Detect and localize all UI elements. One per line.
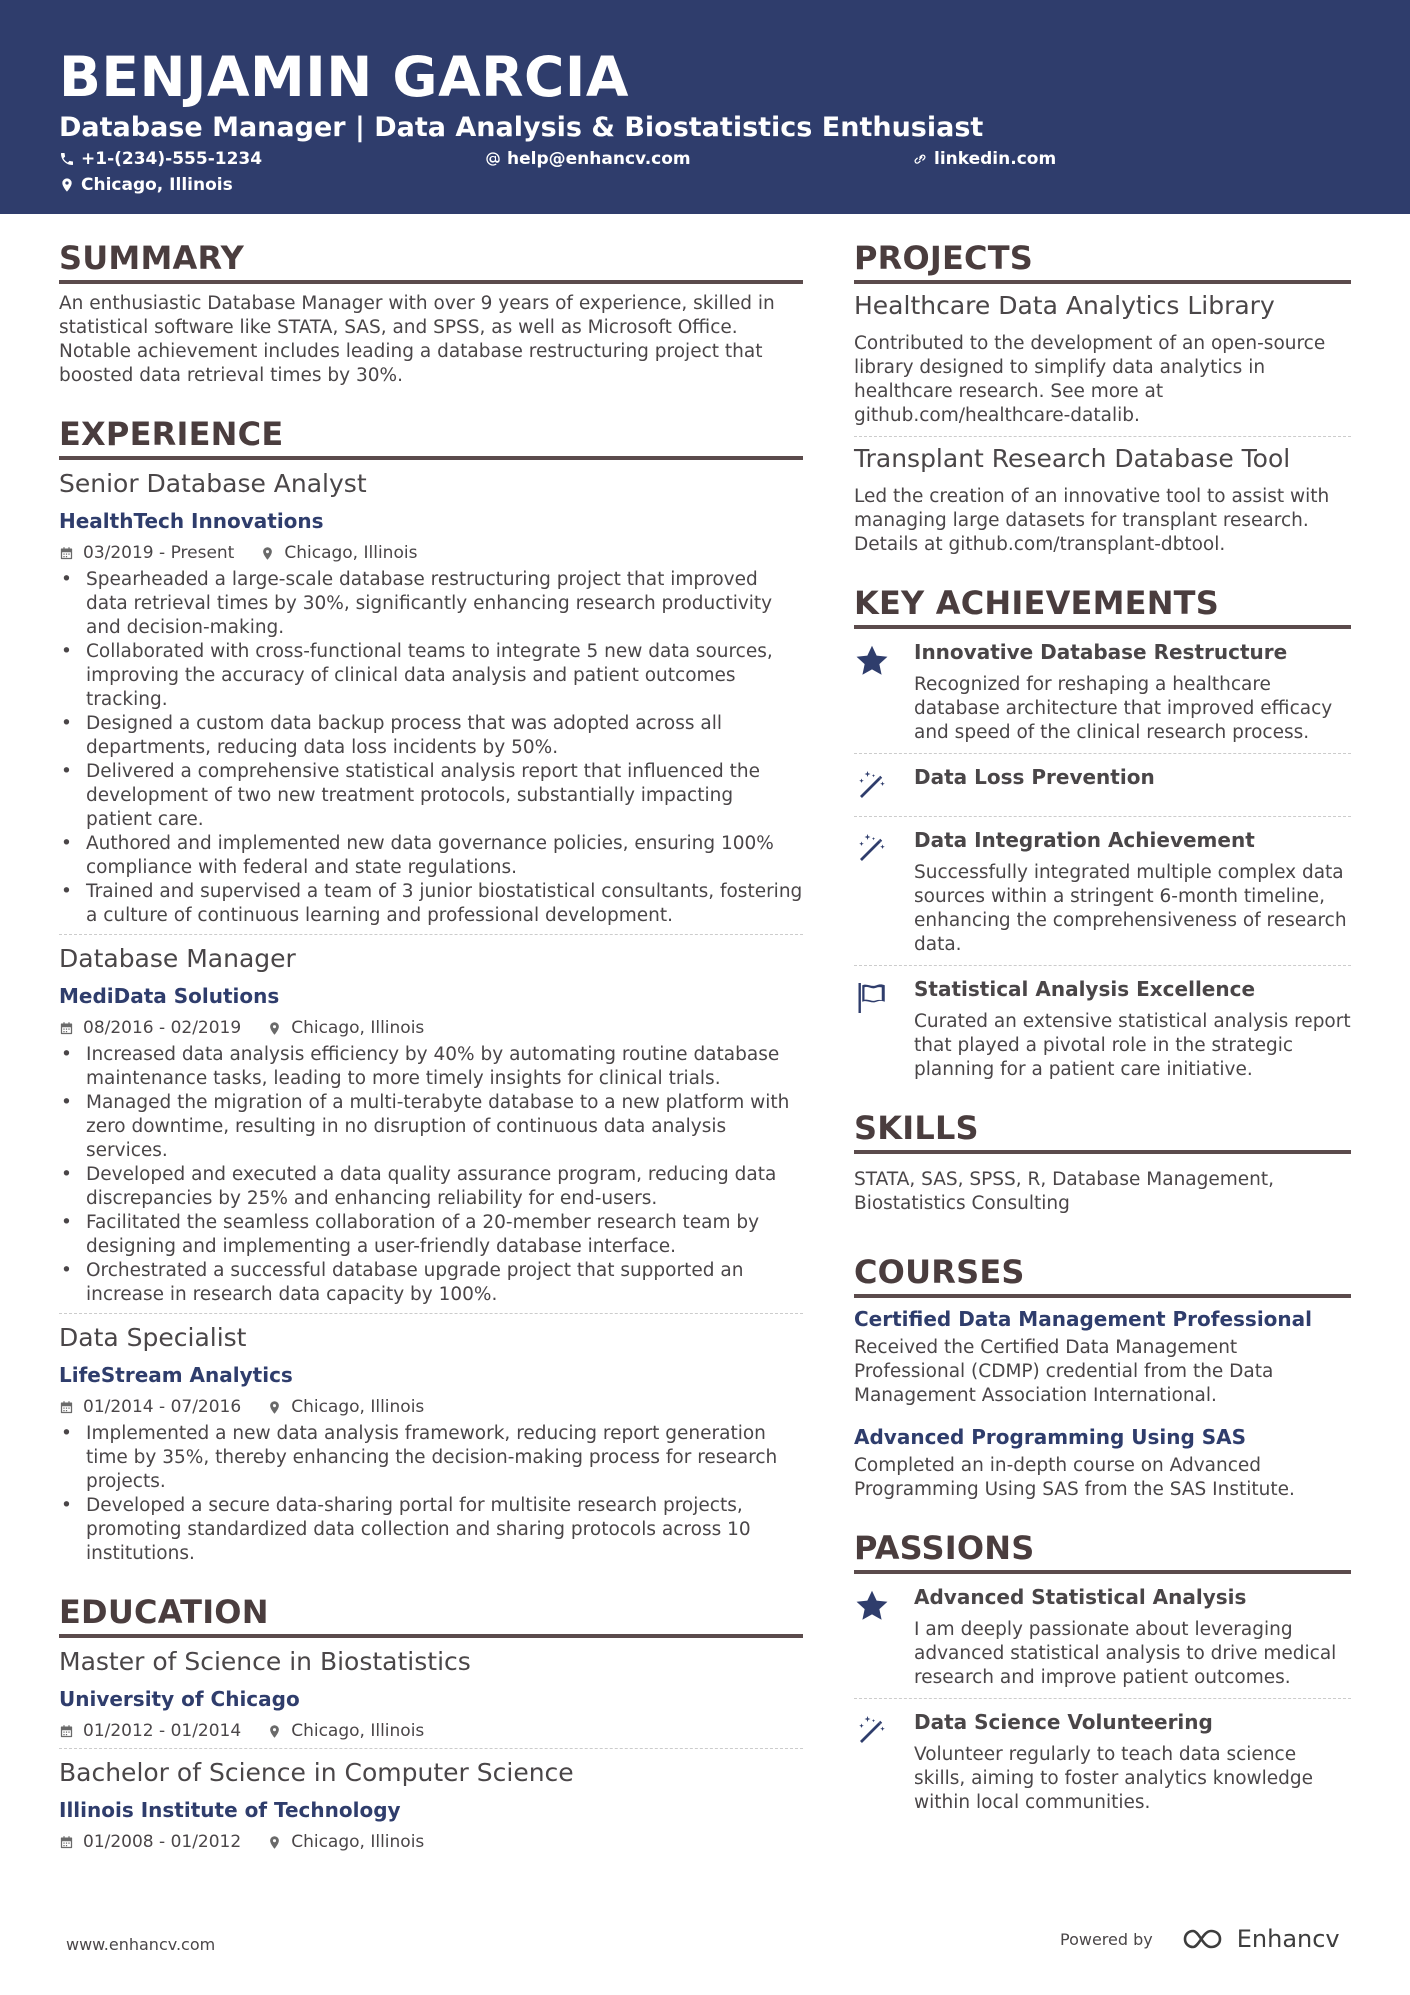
achievement-title: Statistical Analysis Excellence — [914, 977, 1256, 1001]
passion-title: Data Science Volunteering — [914, 1710, 1213, 1734]
company-name: HealthTech Innovations — [59, 509, 324, 533]
job-dates: 01/2014 - 07/2016 — [83, 1397, 242, 1417]
job-title: Senior Database Analyst — [59, 469, 367, 498]
location-pin-icon — [267, 1835, 282, 1850]
school-name: University of Chicago — [59, 1687, 300, 1711]
location-text: Chicago, Illinois — [81, 175, 233, 195]
bullet-item: • Collaborated with cross-functional teams to integrate 5 new data sources, improving the accuracy of clinical data analysis and patient outcomes tracking. — [59, 640, 803, 712]
job-dates: 03/2019 - Present — [83, 543, 235, 563]
project-entry — [854, 284, 1351, 437]
project-title: Transplant Research Database Tool — [854, 444, 1291, 473]
skills-heading: SKILLS — [854, 1108, 1351, 1154]
course-entry — [854, 1298, 1351, 1408]
job-bullets — [59, 568, 803, 928]
enhancv-brand: Enhancv — [1236, 1925, 1340, 1953]
school-name: Illinois Institute of Technology — [59, 1798, 401, 1822]
summary-text: An enthusiastic Database Manager with over 9 years of experience, skilled in statistical software like STATA, SAS, and SPSS, as well as Microsoft Office. Notable achievement includes leading a database restructuring project that boosted data retrieval times by 30%. — [59, 293, 775, 386]
calendar-icon — [59, 1400, 74, 1415]
education-entry — [59, 1646, 803, 1749]
bullet-item: • Authored and implemented new data governance policies, ensuring 100% compliance with federal and state regulations. — [59, 832, 803, 880]
flag-icon — [854, 980, 890, 1016]
calendar-icon — [59, 1724, 74, 1739]
education-meta — [59, 1720, 803, 1742]
project-title: Healthcare Data Analytics Library — [854, 291, 1275, 320]
job-location: Chicago, Illinois — [284, 543, 418, 563]
courses-heading: COURSES — [854, 1252, 1351, 1298]
bullet-item: • Designed a custom data backup process that was adopted across all departments, reducing data loss incidents by 50%. — [59, 712, 803, 760]
job-bullets — [59, 1043, 803, 1307]
job-meta — [59, 1017, 803, 1039]
skills-text: STATA, SAS, SPSS, R, Database Management, Biostatistics Consulting — [854, 1169, 1275, 1214]
powered-by-label: Powered by — [1060, 1929, 1153, 1949]
job-meta — [59, 542, 803, 564]
phone-icon — [59, 151, 75, 167]
phone-text: +1-(234)-555-1234 — [81, 149, 263, 169]
passion-entry — [854, 1699, 1351, 1815]
degree-title: Master of Science in Biostatistics — [59, 1647, 471, 1676]
candidate-name: BENJAMIN GARCIA — [59, 45, 629, 109]
education-entry — [59, 1757, 803, 1853]
summary-heading: SUMMARY — [59, 238, 803, 284]
at-icon — [485, 151, 501, 167]
location-pin-icon — [267, 1400, 282, 1415]
education-location: Chicago, Illinois — [291, 1832, 425, 1852]
candidate-title: Database Manager | Data Analysis & Biostatistics Enthusiast — [59, 112, 984, 143]
magic-wand-icon — [854, 768, 890, 804]
education-dates: 01/2012 - 01/2014 — [83, 1721, 242, 1741]
course-entry — [854, 1408, 1351, 1502]
course-title: Certified Data Management Professional — [854, 1307, 1313, 1331]
company-name: MediData Solutions — [59, 984, 280, 1008]
bullet-item: • Implemented a new data analysis framework, reducing report generation time by 35%, thereby enhancing the decision-making process for research projects. — [59, 1422, 803, 1494]
job-meta — [59, 1396, 803, 1418]
footer-website[interactable]: www.enhancv.com — [66, 1935, 216, 1954]
bullet-item: • Trained and supervised a team of 3 junior biostatistical consultants, fostering a culture of continuous learning and professional development. — [59, 880, 803, 928]
education-meta — [59, 1831, 803, 1853]
left-column — [59, 238, 803, 1853]
location-pin-icon — [59, 177, 75, 193]
achievement-description: Recognized for reshaping a healthcare database architecture that improved efficacy and speed of the clinical research process. — [914, 674, 1333, 743]
job-title: Database Manager — [59, 944, 296, 973]
course-description: Completed an in-depth course on Advanced Programming Using SAS from the SAS Institute. — [854, 1455, 1295, 1500]
enhancv-logo-icon — [1181, 1926, 1227, 1952]
job-dates: 08/2016 - 02/2019 — [83, 1018, 242, 1038]
achievement-entry — [854, 817, 1351, 966]
education-location: Chicago, Illinois — [291, 1721, 425, 1741]
passion-title: Advanced Statistical Analysis — [914, 1585, 1247, 1609]
education-dates: 01/2008 - 01/2012 — [83, 1832, 242, 1852]
achievement-entry — [854, 966, 1351, 1082]
linkedin-contact[interactable] — [912, 148, 1056, 170]
project-description: Contributed to the development of an open-source library designed to simplify data analytics in healthcare research. See more at github.com/healthcare-datalib. — [854, 333, 1326, 426]
calendar-icon — [59, 1021, 74, 1036]
link-icon — [912, 151, 928, 167]
achievement-title: Innovative Database Restructure — [914, 640, 1288, 664]
email-contact[interactable] — [485, 148, 691, 170]
email-text[interactable]: help@enhancv.com — [507, 149, 691, 169]
course-title: Advanced Programming Using SAS — [854, 1425, 1247, 1449]
project-entry — [854, 437, 1351, 557]
achievements-heading: KEY ACHIEVEMENTS — [854, 583, 1351, 629]
star-icon — [854, 1588, 890, 1624]
achievement-entry — [854, 629, 1351, 754]
footer-powered-by — [1060, 1925, 1340, 1953]
job-bullets — [59, 1422, 803, 1566]
bullet-item: • Spearheaded a large-scale database restructuring project that improved data retrieval times by 30%, significantly enhancing research productivity and decision-making. — [59, 568, 803, 640]
resume-header — [0, 0, 1410, 214]
bullet-item: • Developed a secure data-sharing portal for multisite research projects, promoting standardized data collection and sharing protocols across 10 institutions. — [59, 1494, 803, 1566]
location-pin-icon — [267, 1021, 282, 1036]
job-title: Data Specialist — [59, 1323, 247, 1352]
star-icon — [854, 643, 890, 679]
magic-wand-icon — [854, 831, 890, 867]
company-name: LifeStream Analytics — [59, 1363, 293, 1387]
location-contact — [59, 174, 233, 196]
achievement-description: Curated an extensive statistical analysis report that played a pivotal role in the strategic planning for a patient care initiative. — [914, 1011, 1351, 1080]
bullet-item: • Delivered a comprehensive statistical analysis report that influenced the development of two new treatment protocols, substantially impacting patient care. — [59, 760, 803, 832]
achievement-entry — [854, 754, 1351, 817]
job-location: Chicago, Illinois — [291, 1018, 425, 1038]
location-pin-icon — [267, 1724, 282, 1739]
bullet-item: • Orchestrated a successful database upgrade project that supported an increase in research data capacity by 100%. — [59, 1259, 803, 1307]
degree-title: Bachelor of Science in Computer Science — [59, 1758, 574, 1787]
calendar-icon — [59, 1835, 74, 1850]
phone-contact — [59, 148, 262, 170]
job-location: Chicago, Illinois — [291, 1397, 425, 1417]
passion-description: I am deeply passionate about leveraging advanced statistical analysis to drive medical research and improve patient outcomes. — [914, 1619, 1337, 1688]
course-description: Received the Certified Data Management Professional (CDMP) credential from the Data Management Association International. — [854, 1337, 1274, 1406]
education-heading: EDUCATION — [59, 1592, 803, 1638]
achievement-title: Data Loss Prevention — [914, 765, 1155, 789]
experience-heading: EXPERIENCE — [59, 414, 803, 460]
bullet-item: • Managed the migration of a multi-terabyte database to a new platform with zero downtime, resulting in no disruption of continuous data analysis services. — [59, 1091, 803, 1163]
projects-heading: PROJECTS — [854, 238, 1351, 284]
magic-wand-icon — [854, 1713, 890, 1749]
project-description: Led the creation of an innovative tool to assist with managing large datasets for transplant research. Details at github.com/transplant-dbtool. — [854, 486, 1330, 555]
passion-entry — [854, 1574, 1351, 1699]
passions-heading: PASSIONS — [854, 1528, 1351, 1574]
linkedin-text[interactable]: linkedin.com — [934, 149, 1057, 169]
experience-entry — [59, 1322, 803, 1566]
bullet-item: • Developed and executed a data quality assurance program, reducing data discrepancies by 25% and enhancing reliability for end-users. — [59, 1163, 803, 1211]
experience-entry — [59, 943, 803, 1314]
experience-entry — [59, 468, 803, 935]
bullet-item: • Facilitated the seamless collaboration of a 20-member research team by designing and implementing a user-friendly database interface. — [59, 1211, 803, 1259]
passion-description: Volunteer regularly to teach data science skills, aiming to foster analytics knowledge within local communities. — [914, 1744, 1314, 1813]
calendar-icon — [59, 546, 74, 561]
right-column — [854, 238, 1351, 1815]
achievement-description: Successfully integrated multiple complex data sources within a stringent 6-month timeline, enhancing the comprehensiveness of research data. — [914, 862, 1347, 955]
location-pin-icon — [260, 546, 275, 561]
bullet-item: • Increased data analysis efficiency by 40% by automating routine database maintenance tasks, leading to more timely insights for clinical trials. — [59, 1043, 803, 1091]
achievement-title: Data Integration Achievement — [914, 828, 1255, 852]
